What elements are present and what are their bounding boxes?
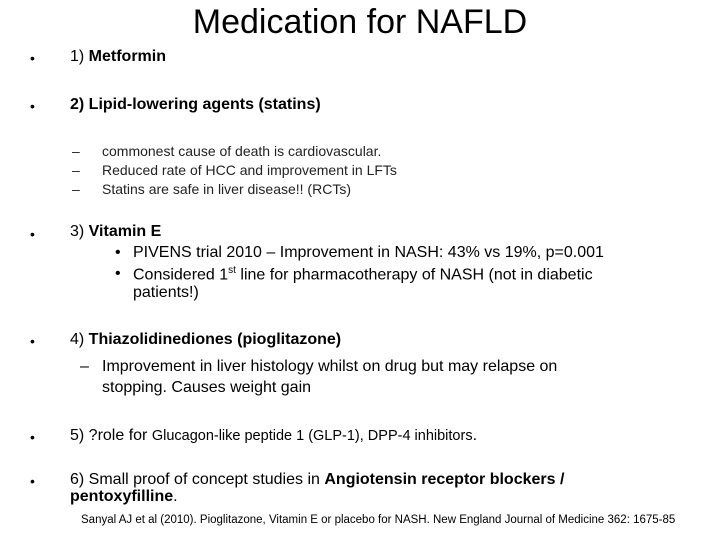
item-4-sub-a: Improvement in liver histology whilst on drug but may relapse on bbox=[102, 358, 558, 375]
bullet-2: • bbox=[30, 98, 35, 114]
item-5-c: . bbox=[472, 427, 478, 444]
dash-2-3: – bbox=[72, 181, 80, 197]
bullet-3-1: • bbox=[115, 244, 121, 261]
item-2-sub-2: Reduced rate of HCC and improvement in LFTs bbox=[102, 162, 397, 178]
item-4-text: Thiazolidinediones (pioglitazone) bbox=[88, 331, 342, 348]
item-6-a: 6) Small proof of concept studies in bbox=[70, 471, 325, 488]
item-1-num: 1) bbox=[70, 48, 89, 65]
reference: Sanyal AJ et al (2010). Pioglitazone, Vitamin E or placebo for NASH. New England Journal of Medicine 362: 1675-85 bbox=[81, 514, 676, 526]
bullet-1: • bbox=[30, 50, 35, 66]
dash-2-1: – bbox=[72, 143, 80, 159]
item-6 bbox=[70, 471, 564, 489]
item-4-sub-b: stopping. Causes weight gain bbox=[102, 379, 312, 396]
item-3-num: 3) bbox=[70, 223, 89, 240]
item-2: 2) Lipid-lowering agents (statins) bbox=[70, 96, 321, 113]
slide-title: Medication for NAFLD bbox=[192, 3, 528, 41]
item-3-sub-2-sup: st bbox=[228, 265, 236, 276]
dash-4: – bbox=[80, 358, 89, 375]
item-2-sub-1: commonest cause of death is cardiovascular. bbox=[102, 143, 382, 159]
item-3-sub-2-a: Considered 1 bbox=[133, 266, 229, 284]
item-1-text: Metformin bbox=[88, 48, 166, 65]
item-2-sub-3: Statins are safe in liver disease!! (RCTs) bbox=[102, 181, 351, 197]
item-3-sub-2-c: patients!) bbox=[133, 284, 199, 301]
item-3-sub-2 bbox=[133, 265, 593, 284]
bullet-6: • bbox=[30, 473, 35, 489]
item-3-text: Vitamin E bbox=[88, 223, 162, 240]
item-5 bbox=[70, 427, 477, 445]
item-6-b: Angiotensin receptor blockers / bbox=[324, 471, 565, 488]
item-3 bbox=[70, 223, 161, 241]
item-3-sub-2-b: line for pharmacotherapy of NASH (not in diabetic bbox=[235, 266, 593, 284]
item-4 bbox=[70, 331, 341, 349]
bullet-4: • bbox=[30, 333, 35, 349]
item-5-a: 5) ?role for bbox=[70, 427, 152, 444]
dash-2-2: – bbox=[72, 162, 80, 178]
item-1 bbox=[70, 48, 166, 66]
item-6-d: . bbox=[173, 488, 178, 505]
item-6-c: pentoxyfilline bbox=[70, 488, 174, 505]
bullet-3: • bbox=[30, 226, 35, 242]
bullet-5: • bbox=[30, 429, 35, 445]
bullet-3-2: • bbox=[115, 265, 121, 282]
item-4-num: 4) bbox=[70, 331, 89, 348]
item-5-b: Glucagon-like peptide 1 (GLP-1), DPP-4 inhibitors bbox=[151, 428, 473, 444]
item-6-line-2 bbox=[70, 488, 178, 506]
item-3-sub-1: PIVENS trial 2010 – Improvement in NASH: 43% vs 19%, p=0.001 bbox=[133, 244, 604, 261]
